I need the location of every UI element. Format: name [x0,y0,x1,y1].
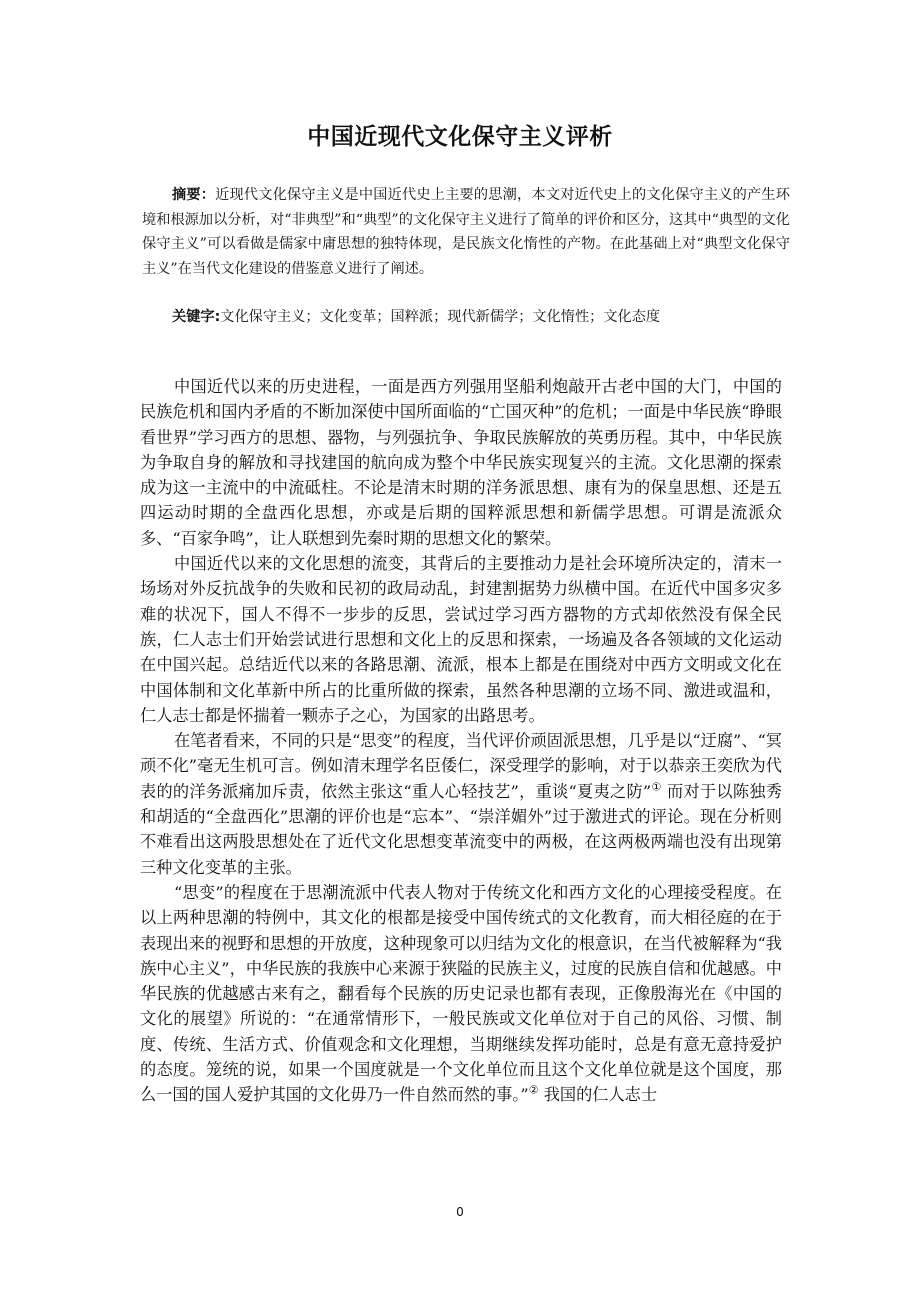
paragraph-3-text-b: 而对于以陈独秀和胡适的“全盘西化”思潮的评价也是“忘本”、“崇洋媚外”过于激进式的评论。现在分析则不难看出这两股思想处在了近代文化思想变革流变中的两极，在这两极两端也没有出现第三种文化变革的主张。 [140,781,782,877]
keywords-text: 文化保守主义；文化变革；国粹派；现代新儒学；文化惰性；文化态度 [220,309,661,325]
paragraph-3-text-a: 在笔者看来，不同的只是“思变”的程度，当代评价顽固派思想，几乎是以“迂腐”、“冥顽不化”毫无生机可言。例如清末理学名臣倭仁，深受理学的影响，对于以恭亲王奕欣为代表的的洋务派痛加斥责，依然主张这“重人心轻技艺”，重谈“夏夷之防” [140,731,782,801]
body-paragraph-4 [140,880,782,1108]
body-paragraph-1: 中国近代以来的历史进程，一面是西方列强用坚船利炮敲开古老中国的大门，中国的民族危机和国内矛盾的不断加深使中国所面临的“亡国灭种”的危机；一面是中华民族“睁眼看世界”学习西方的思想、器物，与列强抗争、争取民族解放的英勇历程。其中，中华民族为争取自身的解放和寻找建国的航向成为整个中华民族实现复兴的主流。文化思潮的探索成为这一主流中的中流砥柱。不论是清末时期的洋务派思想、康有为的保皇思想、还是五四运动时期的全盘西化思想，亦或是后期的国粹派思想和新儒学思想。可谓是流派众多、“百家争鸣”，让人联想到先秦时期的思想文化的繁荣。 [140,377,782,548]
abstract [142,183,790,281]
paper-title: 中国近现代文化保守主义评析 [307,124,613,150]
body-paragraph-2: 中国近代以来的文化思想的流变，其背后的主要推动力是社会环境所决定的，清末一场场对外反抗战争的失败和民初的政局动乱，封建割据势力纵横中国。在近代中国多灾多难的状况下，国人不得不一步步的反思，尝试过学习西方器物的方式却依然没有保全民族，仁人志士们开始尝试进行思想和文化上的反思和探索，一场遍及各各领域的文化运动在中国兴起。总结近代以来的各路思潮、流派，根本上都是在围绕对中西方文明或文化在中国体制和文化革新中所占的比重所做的探索，虽然各种思潮的立场不同、激进或温和，仁人志士都是怀揣着一颗赤子之心，为国家的出路思考。 [140,554,782,725]
keywords-label: 关键字: [172,309,221,325]
footnote-ref-2[interactable]: ② [528,1083,539,1097]
page-number: 0 [456,1205,464,1219]
body-paragraph-3 [140,728,782,880]
abstract-label: 摘要： [172,187,216,203]
abstract-text: 近现代文化保守主义是中国近代史上主要的思潮，本文对近代史上的文化保守主义的产生环境和根源加以分析，对“非典型”和“典型”的文化保守主义进行了简单的评价和区分，这其中“典型的文化保守主义”可以看做是儒家中庸思想的独特体现，是民族文化惰性的产物。在此基础上对“典型文化保守主义”在当代文化建设的借鉴意义进行了阐述。 [142,187,790,277]
paragraph-4-text-a: “思变”的程度在于思潮流派中代表人物对于传统文化和西方文化的心理接受程度。在以上两种思潮的特例中，其文化的根都是接受中国传统式的文化教育，而大相径庭的在于表现出来的视野和思想的开放度，这种现象可以归结为文化的根意识，在当代被解释为“我族中心主义”，中华民族的我族中心来源于狭隘的民族主义，过度的民族自信和优越感。中华民族的优越感古来有之，翻看每个民族的历史记录也都有表现，正像殷海光在《中国的文化的展望》所说的：“在通常情形下，一般民族或文化单位对于自己的风俗、习惯、制度、传统、生活方式、价值观念和文化理想，当期继续发挥功能时，总是有意无意持爱护的态度。笼统的说，如果一个国度就是一个文化单位而且这个文化单位就是这个国度，那么一国的国人爱护其国的文化毋乃一件自然而然的事。” [140,882,782,1105]
paragraph-4-text-b: 我国的仁人志士 [538,1085,658,1105]
body-text [140,374,782,1108]
keywords [142,305,790,329]
footnote-ref-1[interactable]: ① [651,780,662,794]
